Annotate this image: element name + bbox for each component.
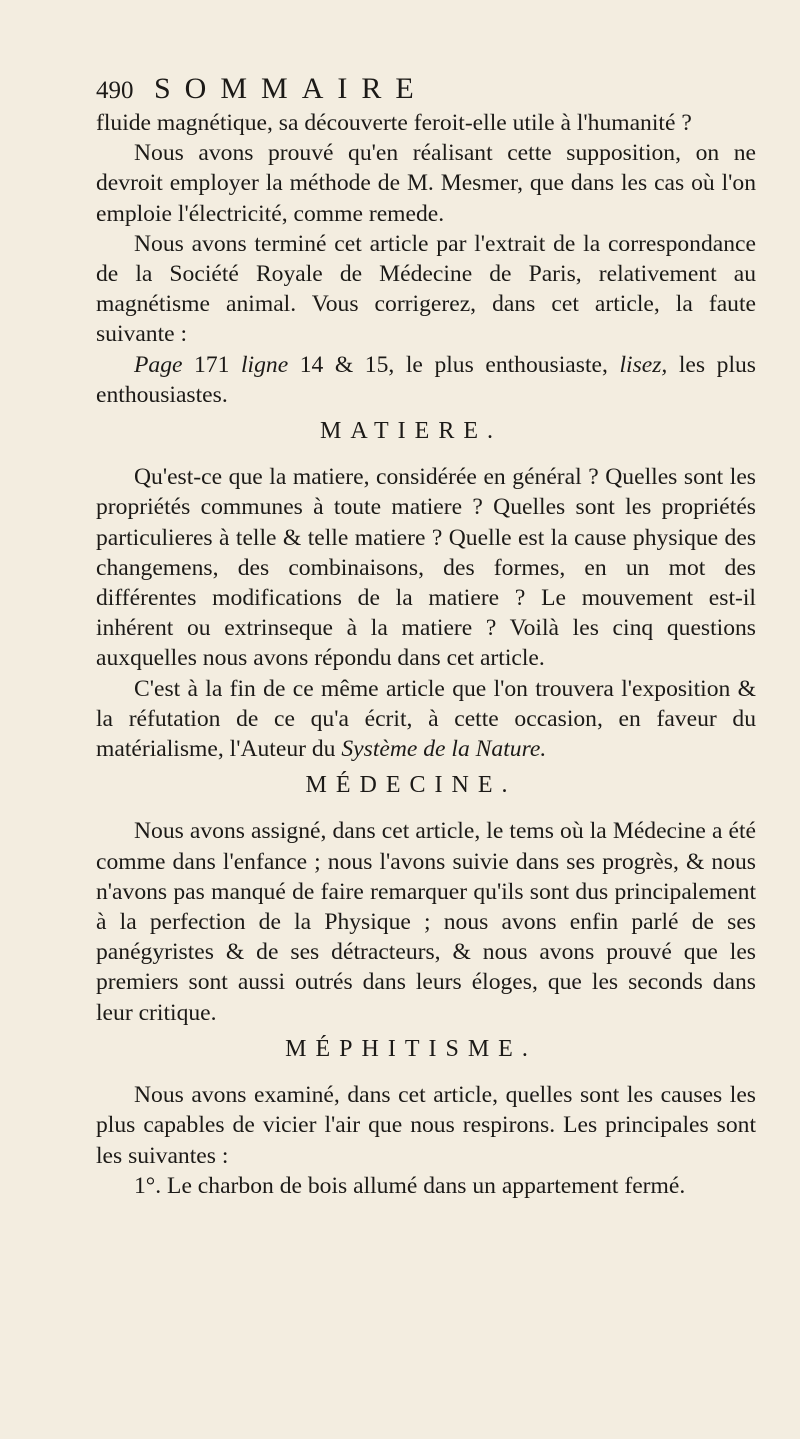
medecine-paragraph-1: Nous avons assigné, dans cet article, le tems où la Médecine a été comme dans l'enfance ; nous l'avons suivie dans ses progrès, & nous n'avons pas manqué de faire remarquer qu'ils sont dus principalement à la perfection de la Physique ; nous avons enfin parlé de ses panégyristes & de ses détracteurs, & nous avons prouvé que les premiers sont aussi outrés dans leurs éloges, que les seconds dans leur critique. [96,818,756,1026]
section-title-medecine: MÉDECINE. [305,772,517,799]
matiere-paragraph-2 [96,674,756,765]
matiere-paragraph-1: Qu'est-ce que la matiere, considérée en général ? Quelles sont les propriétés communes à toute matiere ? Quelles sont les propriétés particulieres à telle & telle matiere ? Quelle est la cause physique des changemens, des combinaisons, des formes, en un mot des différentes modifications de la matiere ? Le mouvement est-il inhérent ou extrinseque à la matiere ? Voilà les cinq questions auxquelles nous avons répondu dans cet article. [96,464,756,672]
errata-paragraph [96,350,756,410]
matiere-paragraph-2-text: C'est à la fin de ce même article que l'on trouvera l'exposition & la réfutation de ce qu'a écrit, à cette occasion, en faveur du matérialisme, l'Auteur du [96,675,756,763]
errata-page-label: Page [134,351,183,378]
page-header [96,74,756,108]
section-title-mephitisme: MÉPHITISME. [285,1035,537,1062]
page-number: 490 [96,77,134,104]
intro-paragraph-3: Nous avons terminé cet article par l'extrait de la correspondance de la Société Royale de Médecine de Paris, relativement au magnétisme animal. Vous corrigerez, dans cet article, la faute suivante : [96,230,756,348]
errata-text: le plus enthousiaste, [405,351,608,378]
errata-ligne-label: ligne [241,351,289,378]
intro-paragraph-1: fluide magnétique, sa découverte feroit-elle utile à l'humanité ? [96,110,692,136]
section-title-matiere: MATIERE. [320,418,502,445]
errata-ligne-number: 14 & 15, [299,351,395,378]
matiere-book-title: Système de la Nature. [341,736,547,763]
errata-lisez: lisez, [619,351,668,378]
errata-page-number: 171 [194,351,230,378]
intro-paragraph-2: Nous avons prouvé qu'en réalisant cette supposition, on ne devroit employer la méthode de M. Mesmer, que dans les cas où l'on emploie l'électricité, comme remede. [96,140,756,227]
book-page [96,74,756,1201]
errata-correction: les plus enthousiastes. [96,351,756,408]
mephitisme-paragraph-1: Nous avons examiné, dans cet article, quelles sont les causes les plus capables de vicier l'air que nous respirons. Les principales sont les suivantes : [96,1082,756,1169]
mephitisme-paragraph-2: 1°. Le charbon de bois allumé dans un appartement fermé. [134,1172,686,1199]
running-title: SOMMAIRE [154,72,428,105]
